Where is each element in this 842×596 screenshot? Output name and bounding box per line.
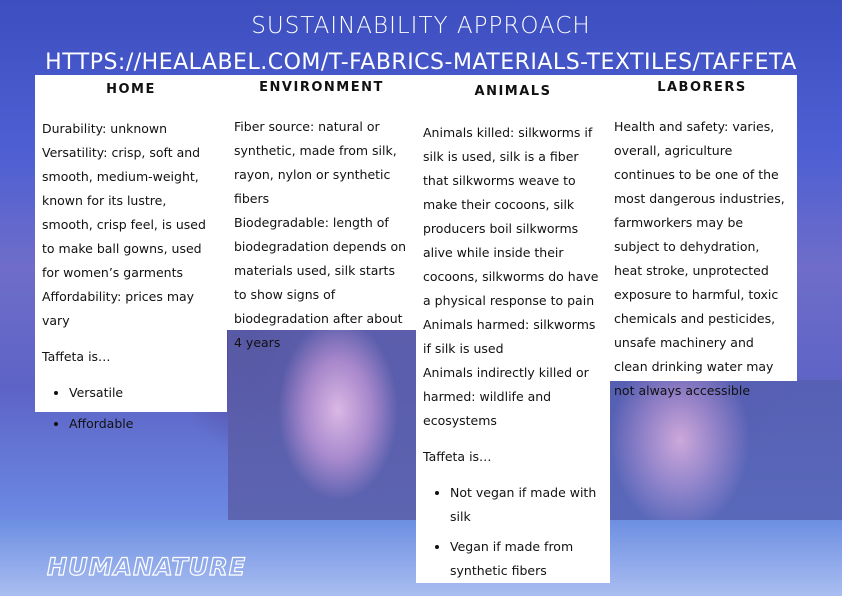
animals-intro: Taffeta is… xyxy=(423,449,492,464)
header xyxy=(0,10,842,80)
animals-bullet: • Vegan if made from synthetic fibers xyxy=(450,535,603,583)
humanature-logo: HUMANATURE xyxy=(47,553,247,581)
home-line: Versatility: crisp, soft and smooth, medium-weight, known for its lustre, smooth, crisp feel, is used to make ball gowns, used for women’s garments xyxy=(42,145,206,280)
animals-line: Animals killed: silkworms if silk is used, silk is a fiber that silkworms weave to make their cocoons, silk producers boil silkworms alive while inside their cocoons, silkworms do have a physical response to pain xyxy=(423,125,599,308)
environment-line: Fiber source: natural or synthetic, made from silk, rayon, nylon or synthetic fibers xyxy=(234,119,397,206)
animals-bullet-list xyxy=(423,481,603,583)
environment-card xyxy=(227,75,416,350)
animals-card xyxy=(416,75,610,583)
environment-line: Biodegradable: length of biodegradation depends on materials used, silk starts to show signs of biodegradation after about 4 years xyxy=(234,215,407,350)
home-line: Affordability: prices may vary xyxy=(42,289,195,328)
animals-line: Animals harmed: silkworms if silk is used xyxy=(423,317,596,356)
laborers-heading: LABORERS xyxy=(657,80,747,95)
home-intro: Taffeta is… xyxy=(42,349,111,364)
background-face-left xyxy=(228,330,416,520)
laborers-card xyxy=(607,75,797,398)
home-card xyxy=(35,75,227,431)
animals-heading: ANIMALS xyxy=(474,84,552,99)
laborers-line: Health and safety: varies, overall, agriculture continues to be one of the most dangerous industries, farmworkers may be subject to dehydration, heat stroke, unprotected exposure to harmful, toxic chemicals and pesticides, unsafe machinery and clean drinking water may not always accessible xyxy=(614,119,785,398)
animals-line: Animals indirectly killed or harmed: wildlife and ecosystems xyxy=(423,365,589,428)
animals-bullet: • Not vegan if made with silk xyxy=(450,481,603,529)
home-bullet: • Versatile xyxy=(69,381,220,405)
home-heading: HOME xyxy=(106,82,156,97)
home-bullet-list xyxy=(42,381,220,436)
source-url: HTTPS://HEALABEL.COM/T-FABRICS-MATERIALS-TEXTILES/TAFFETA xyxy=(45,50,797,75)
home-line: Durability: unknown xyxy=(42,121,168,136)
home-bullet: • Affordable xyxy=(69,412,220,436)
page-title: SUSTAINABILITY APPROACH xyxy=(251,13,591,39)
environment-heading: ENVIRONMENT xyxy=(259,80,384,95)
